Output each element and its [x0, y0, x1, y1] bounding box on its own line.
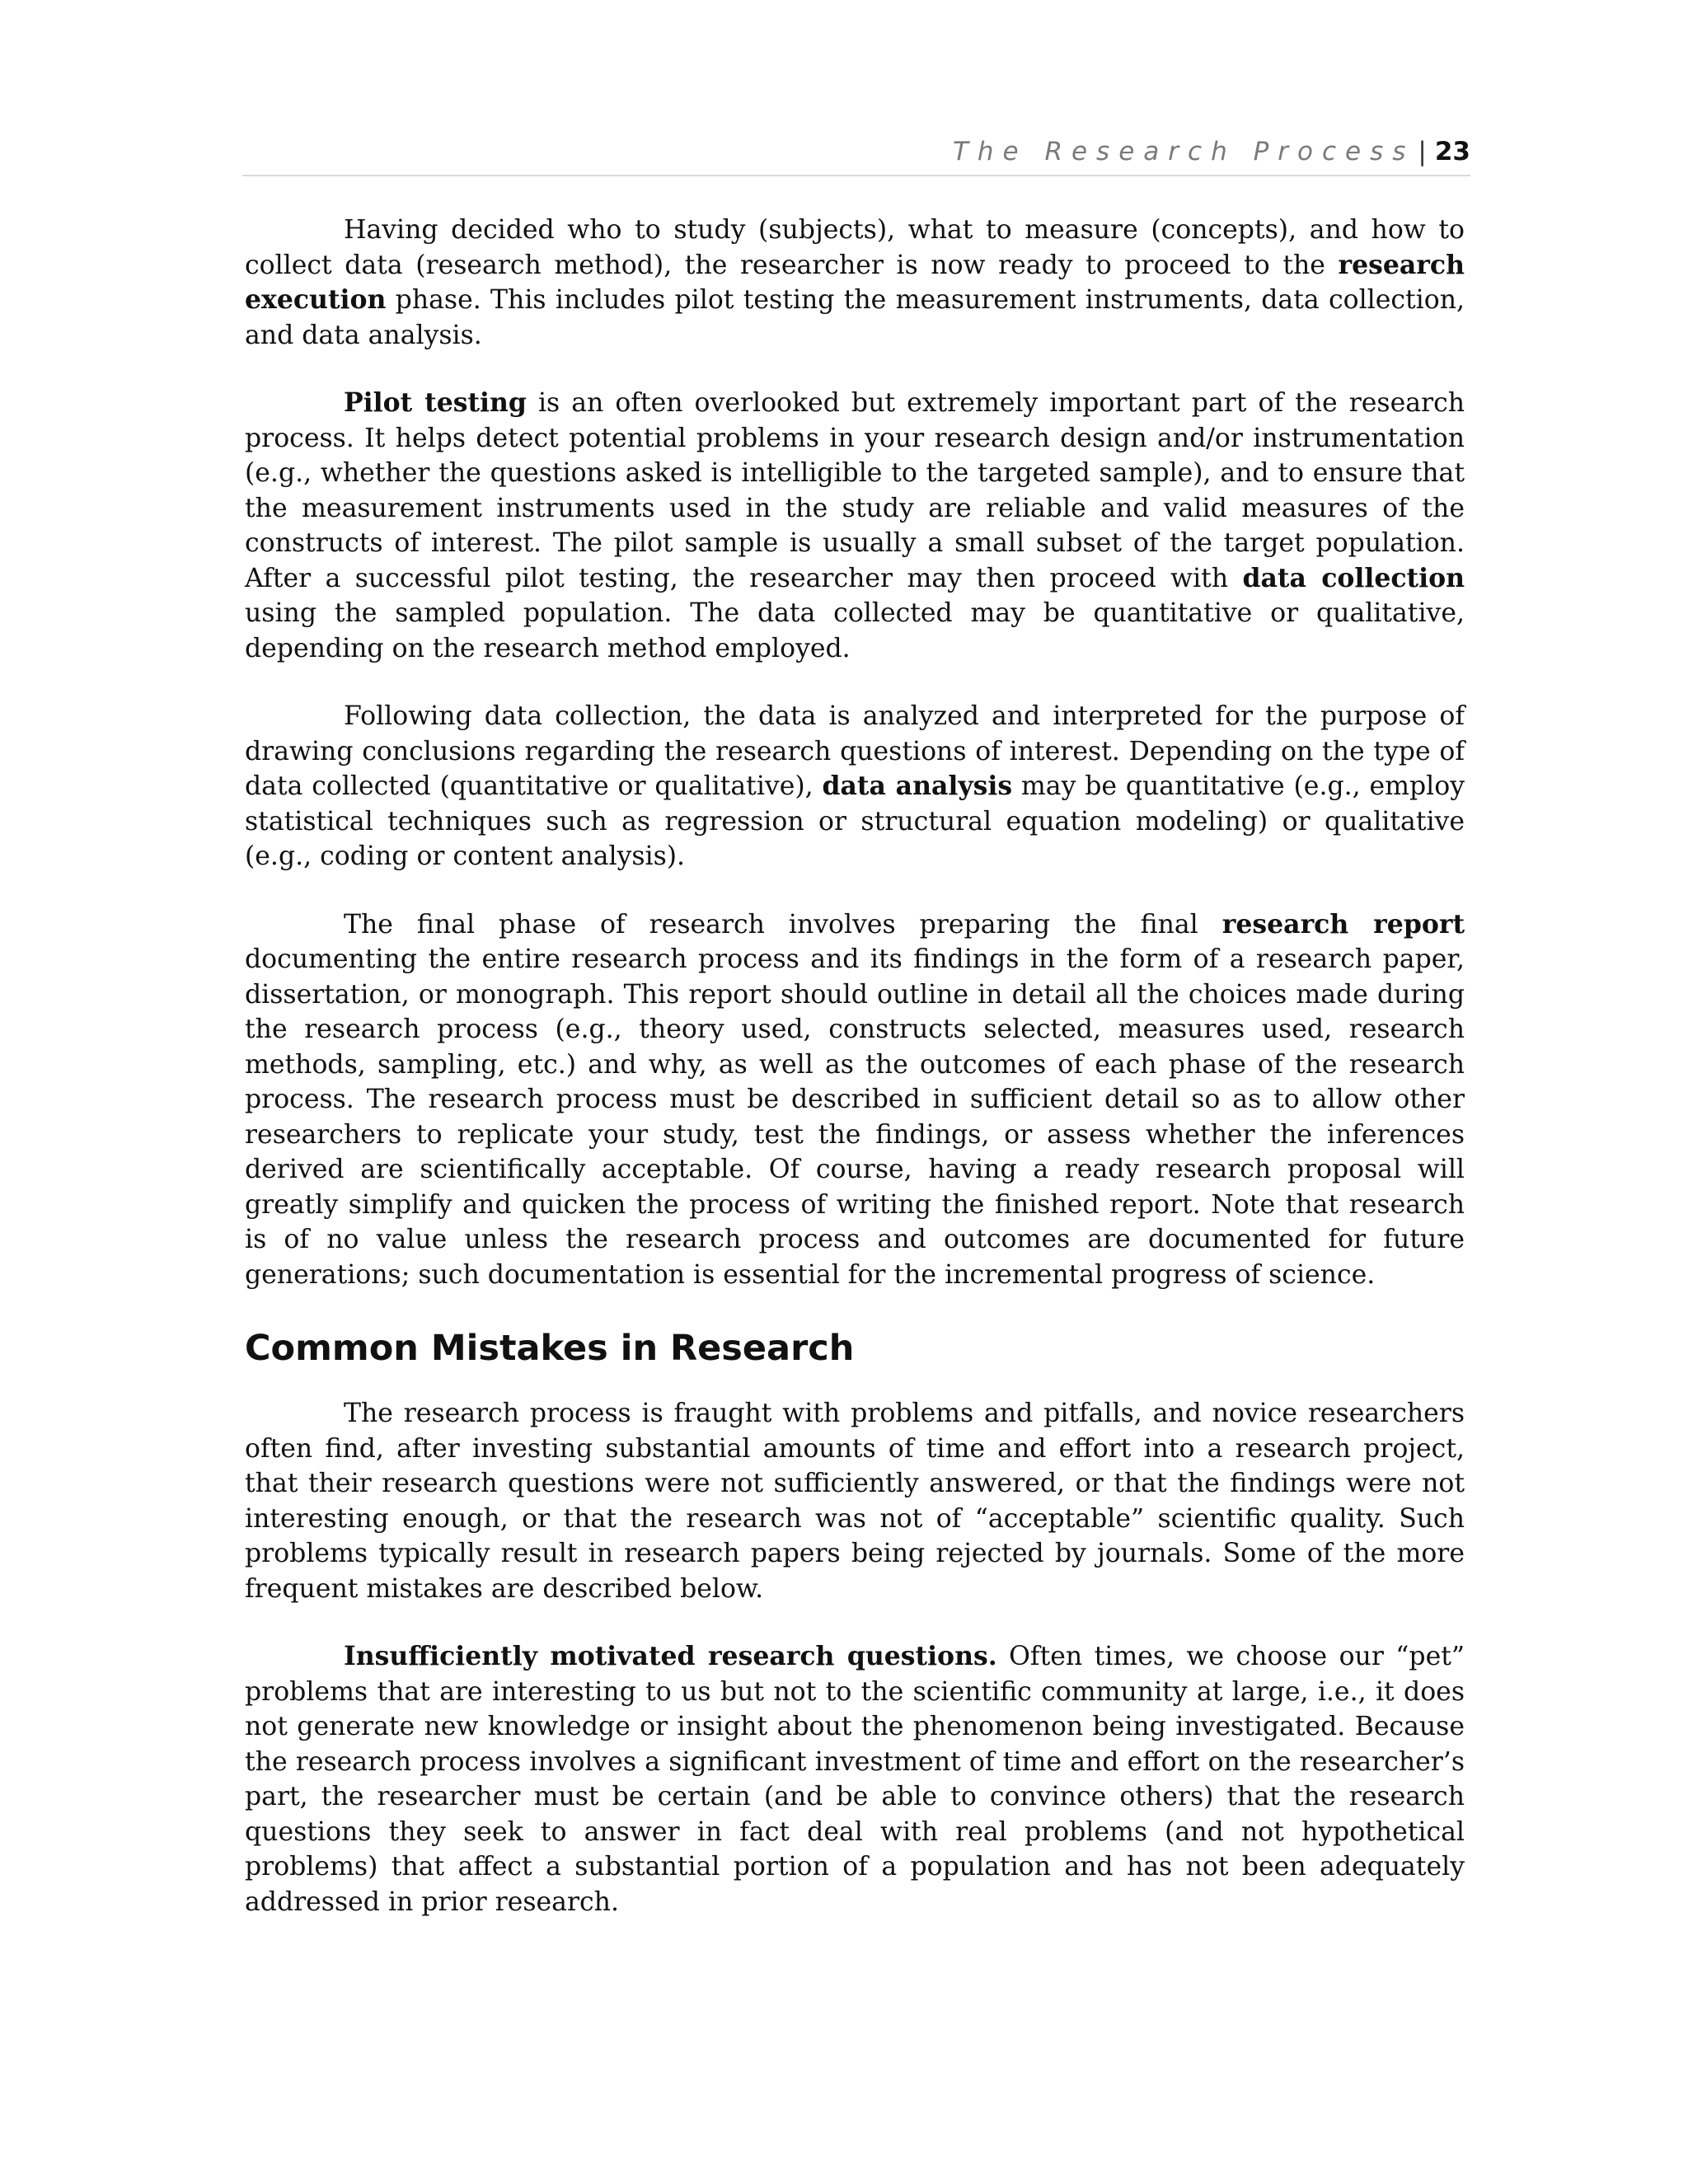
paragraph-insufficiently-motivated: Insufficiently motivated research questions. Often times, we choose our “pet” problems that are interesting to us but not to the scientific community at large, i.e., it does not generate new knowledge or insight about the phenomenon being investigated. Because the research process involves a significant investment of time and effort on the researcher’s part, the researcher must be certain (and be able to convince others) that the research questions they seek to answer in fact deal with real problems (and not hypothetical problems) that affect a substantial portion of a population and has not been adequately addressed in prior research.	[245, 1641, 1465, 1917]
term-research-report: research report	[1221, 908, 1465, 940]
paragraph-research-report: The final phase of research involves preparing the final research report documenting the entire research process and its findings in the form of a research paper, dissertation, or monograph. This report should outline in detail all the choices made during the research process (e.g., theory used, constructs selected, measures used, research methods, sampling, etc.) and why, as well as the outcomes of each phase of the research process. The research process must be described in sufficient detail so as to allow other researchers to replicate your study, test the findings, or assess whether the inferences derived are scientifically acceptable. Of course, having a ready research proposal will greatly simplify and quicken the process of writing the finished report. Note that research is of no value unless the research process and outcomes are documented for future generations; such documentation is essential for the incremental progress of science.	[245, 908, 1465, 1290]
paragraph-research-execution: Having decided who to study (subjects), what to measure (concepts), and how to collect data (research method), the researcher is now ready to proceed to the research execution phase. This includes pilot testing the measurement instruments, data collection, and data analysis.	[245, 215, 1465, 350]
paragraph-pilot-testing: Pilot testing is an often overlooked but extremely important part of the research process. It helps detect potential problems in your research design and/or instrumentation (e.g., whether the questions asked is intelligible to the targeted sample), and to ensure that the measurement instruments used in the study are reliable and valid measures of the constructs of interest. The pilot sample is usually a small subset of the target population. After a successful pilot testing, the researcher may then proceed with data collection using the sampled population. The data collected may be quantitative or qualitative, depending on the research method employed.	[245, 387, 1465, 663]
term-research-execution: research execution	[245, 249, 1465, 315]
term-data-analysis: data analysis	[822, 771, 1013, 801]
term-data-collection: data collection	[1242, 562, 1465, 593]
paragraph-common-mistakes-intro: The research process is fraught with problems and pitfalls, and novice researchers often find, after investing substantial amounts of time and effort into a research project, that their research questions were not sufficiently answered, or that the findings were not interesting enough, or that the research was not of “acceptable” scientific quality. Such problems typically result in research papers being rejected by journals. Some of the more frequent mistakes are described below.	[245, 1399, 1465, 1604]
page-number: 23	[1434, 137, 1470, 166]
term-insufficiently-motivated: Insufficiently motivated research questions.	[344, 1641, 997, 1671]
header-separator: |	[1418, 137, 1427, 166]
running-title: The Research Process	[952, 137, 1415, 166]
paragraph-data-analysis: Following data collection, the data is analyzed and interpreted for the purpose of drawing conclusions regarding the research questions of interest. Depending on the type of data collected (quantitative or qualitative), data analysis may be quantitative (e.g., employ statistical techniques such as regression or structural equation modeling) or qualitative (e.g., coding or content analysis).	[245, 701, 1465, 871]
section-heading: Common Mistakes in Research	[245, 1328, 855, 1369]
running-header	[242, 137, 1470, 176]
term-pilot-testing: Pilot testing	[344, 387, 527, 418]
page-body	[245, 213, 1465, 1952]
